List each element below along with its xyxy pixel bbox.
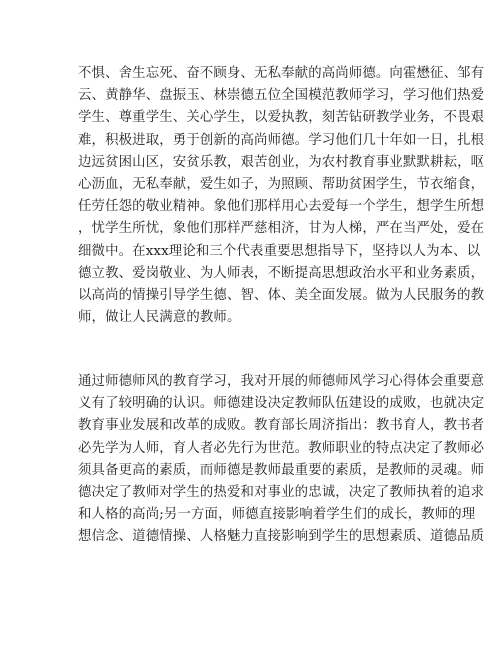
paragraph-2 [78,371,485,549]
text-line: 须具备更高的素质，而师德是教师最重要的素质，是教师的灵魂。师 [78,462,485,478]
paragraph-1 [78,63,485,329]
text-line: 细微中。在xxx理论和三个代表重要思想指导下，坚持以人为本、以 [78,243,481,259]
text-line: 义有了较明确的认识。师德建设决定教师队伍建设的成败，也就决定 [78,396,485,412]
text-line: 想信念、道德情操、人格魅力直接影响到学生的思想素质、道德品质 [78,529,485,545]
text-line: 云、黄静华、盘振玉、林崇德五位全国模范教师学习，学习他们热爱 [78,88,485,104]
text-line: 学生、尊重学生、关心学生，以爱执教，刻苦钻研教学业务，不畏艰 [78,110,485,126]
text-line: 心沥血，无私奉献，爱生如子，为照顾、帮助贫困学生，节衣缩食， [78,176,485,192]
text-line: 德决定了教师对学生的热爱和对事业的忠诚，决定了教师执着的追求 [78,484,485,500]
text-line: 必先学为人师，育人者必先行为世范。教师职业的特点决定了教师必 [78,440,485,456]
text-line: ，忧学生所忧，象他们那样严慈相济，甘为人梯，严在当严处，爱在 [78,221,485,237]
text-line: 德立教、爱岗敬业、为人师表，不断提高思想政治水平和业务素质， [78,265,485,281]
text-line: 难，积极进取，勇于创新的高尚师德。学习他们几十年如一日，扎根 [78,132,485,148]
text-line: 通过师德师风的教育学习，我对开展的师德师风学习心得体会重要意 [78,374,485,389]
text-line: 不惧、舍生忘死、奋不顾身、无私奉献的高尚师德。向霍懋征、邹有 [78,66,485,81]
text-line: 边远贫困山区，安贫乐教，艰苦创业，为农村教育事业默默耕耘，呕 [78,154,485,170]
text-line: 教育事业发展和改革的成败。教育部长周济指出：教书育人，教书者 [78,418,485,434]
text-line: 和人格的高尚;另一方面，师德直接影响着学生们的成长，教师的理 [78,507,476,523]
text-line: 以高尚的情操引导学生德、智、体、美全面发展。做为人民服务的教 [78,287,485,303]
text-line: 任劳任怨的敬业精神。象他们那样用心去爱每一个学生，想学生所想 [78,199,485,215]
text-line: 师，做让人民满意的教师。 [78,310,241,326]
